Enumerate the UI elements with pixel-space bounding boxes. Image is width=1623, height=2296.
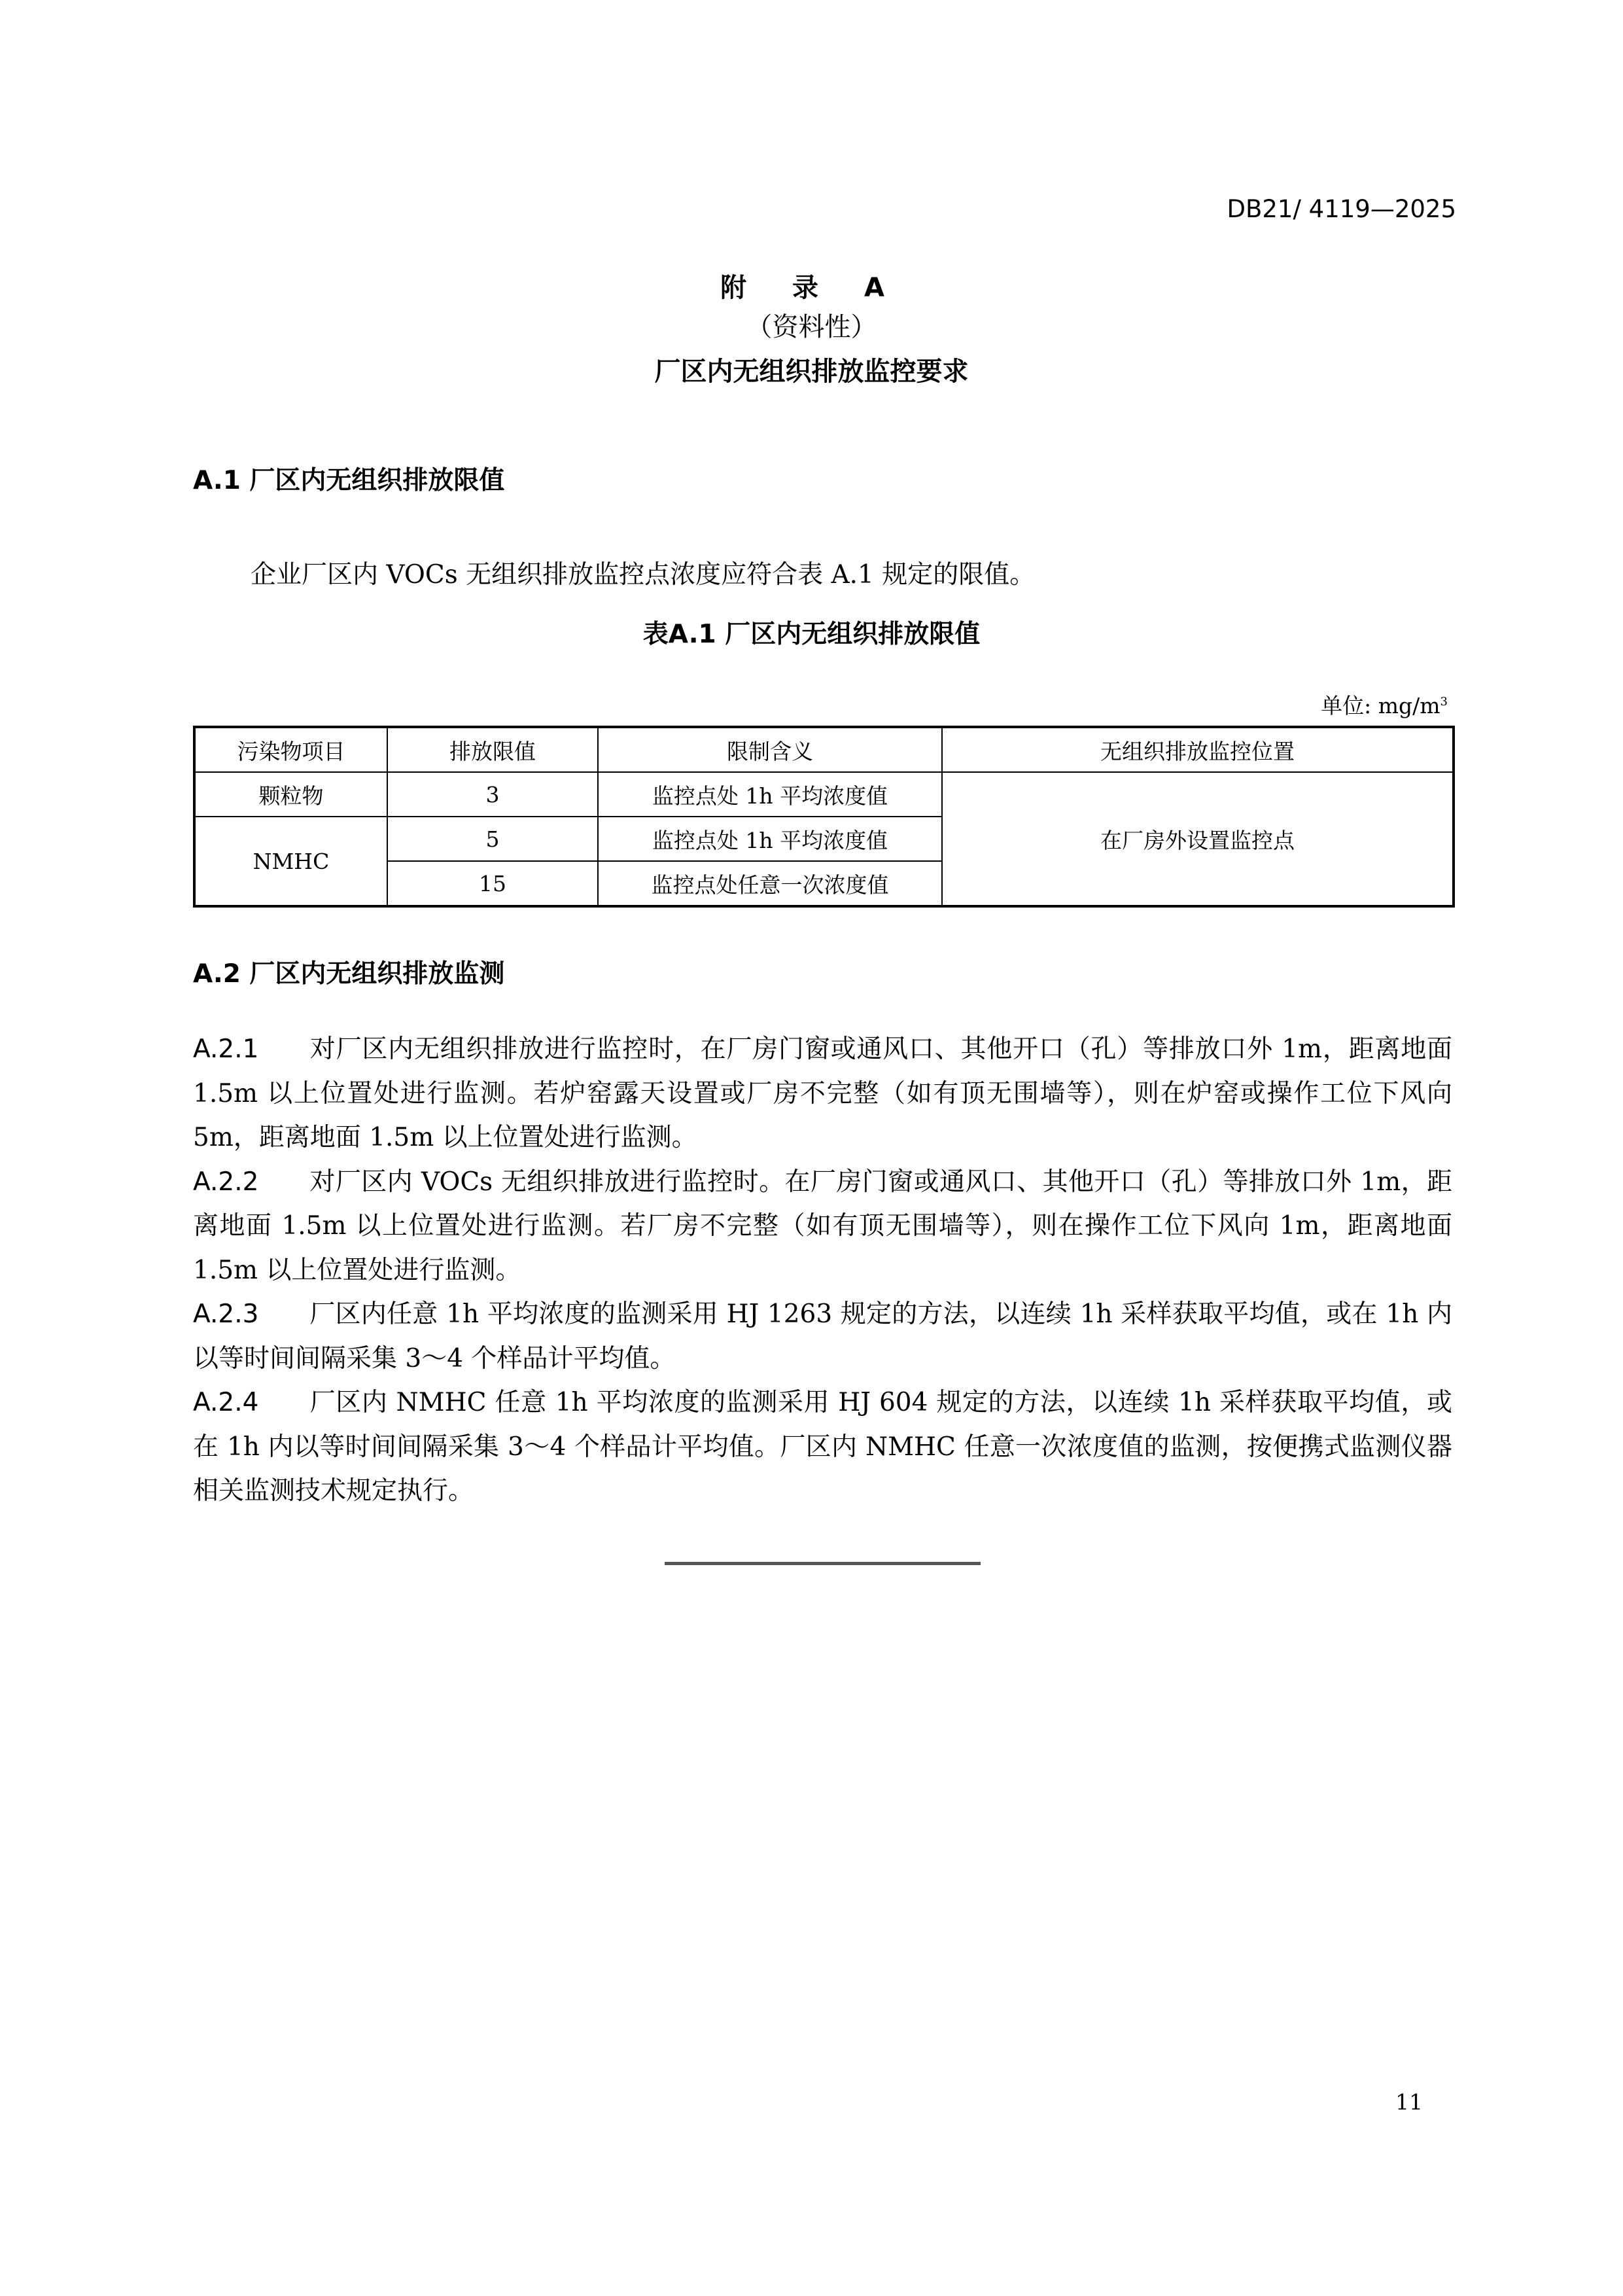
appendix-title: 附 录 A	[720, 273, 903, 303]
clause-a22	[193, 1160, 1452, 1293]
section-a2-heading: A.2 厂区内无组织排放监测	[193, 959, 505, 989]
clause-a23	[193, 1292, 1452, 1381]
section-a2-clauses	[193, 1027, 1452, 1513]
clause-a21	[193, 1027, 1452, 1160]
header-location: 无组织排放监控位置	[942, 727, 1454, 772]
header-pollutant: 污染物项目	[194, 727, 387, 772]
clause-text: 厂区内任意 1h 平均浓度的监测采用 HJ 1263 规定的方法，以连续 1h 采样获取平均值，或在 1h 内以等时间间隔采集 3～4 个样品计平均值。	[193, 1299, 1452, 1373]
cell-pollutant: 颗粒物	[194, 772, 387, 817]
table-header-row	[194, 727, 1454, 772]
cell-meaning: 监控点处任意一次浓度值	[598, 861, 942, 906]
table-row	[194, 772, 1454, 817]
header-limit: 排放限值	[387, 727, 598, 772]
table-unit: 单位: $mg/m^3$	[1321, 693, 1448, 718]
appendix-subtitle: 厂区内无组织排放监控要求	[654, 357, 969, 387]
clause-number: A.2.1	[193, 1034, 259, 1064]
section-a1-heading: A.1 厂区内无组织排放限值	[193, 466, 505, 495]
header-meaning: 限制含义	[598, 727, 942, 772]
cell-meaning: 监控点处 1h 平均浓度值	[598, 772, 942, 817]
cell-limit: 5	[387, 817, 598, 861]
section-a1-intro: 企业厂区内 VOCs 无组织排放监控点浓度应符合表 A.1 规定的限值。	[251, 560, 1036, 590]
document-code: DB21/ 4119—2025	[1227, 195, 1456, 223]
clause-text: 对厂区内 VOCs 无组织排放进行监控时。在厂房门窗或通风口、其他开口（孔）等排放口外 1m，距离地面 1.5m 以上位置处进行监测。若厂房不完整（如有顶无围墙等），则在操作工位下风向 1m，距离地面 1.5m 以上位置处进行监测。	[193, 1167, 1452, 1285]
cell-limit: 15	[387, 861, 598, 906]
end-divider	[665, 1562, 981, 1565]
clause-text: 厂区内 NMHC 任意 1h 平均浓度的监测采用 HJ 604 规定的方法，以连续 1h 采样获取平均值，或在 1h 内以等时间间隔采集 3～4 个样品计平均值。厂区内 NMHC 任意一次浓度值的监测，按便携式监测仪器相关监测技术规定执行。	[193, 1388, 1452, 1506]
clause-text: 对厂区内无组织排放进行监控时，在厂房门窗或通风口、其他开口（孔）等排放口外 1m，距离地面 1.5m 以上位置处进行监测。若炉窑露天设置或厂房不完整（如有顶无围墙等），则在炉窑或操作工位下风向 5m，距离地面 1.5m 以上位置处进行监测。	[193, 1034, 1452, 1152]
page-number: 11	[1395, 2089, 1423, 2115]
clause-number: A.2.4	[193, 1388, 259, 1417]
limits-table	[193, 726, 1455, 908]
cell-location: 在厂房外设置监控点	[942, 772, 1454, 906]
cell-limit: 3	[387, 772, 598, 817]
appendix-type: （资料性）	[746, 312, 877, 342]
clause-a24	[193, 1381, 1452, 1513]
cell-pollutant: NMHC	[194, 817, 387, 906]
clause-number: A.2.2	[193, 1167, 259, 1197]
cell-meaning: 监控点处 1h 平均浓度值	[598, 817, 942, 861]
clause-number: A.2.3	[193, 1299, 259, 1329]
table-caption: 表A.1 厂区内无组织排放限值	[642, 620, 981, 649]
